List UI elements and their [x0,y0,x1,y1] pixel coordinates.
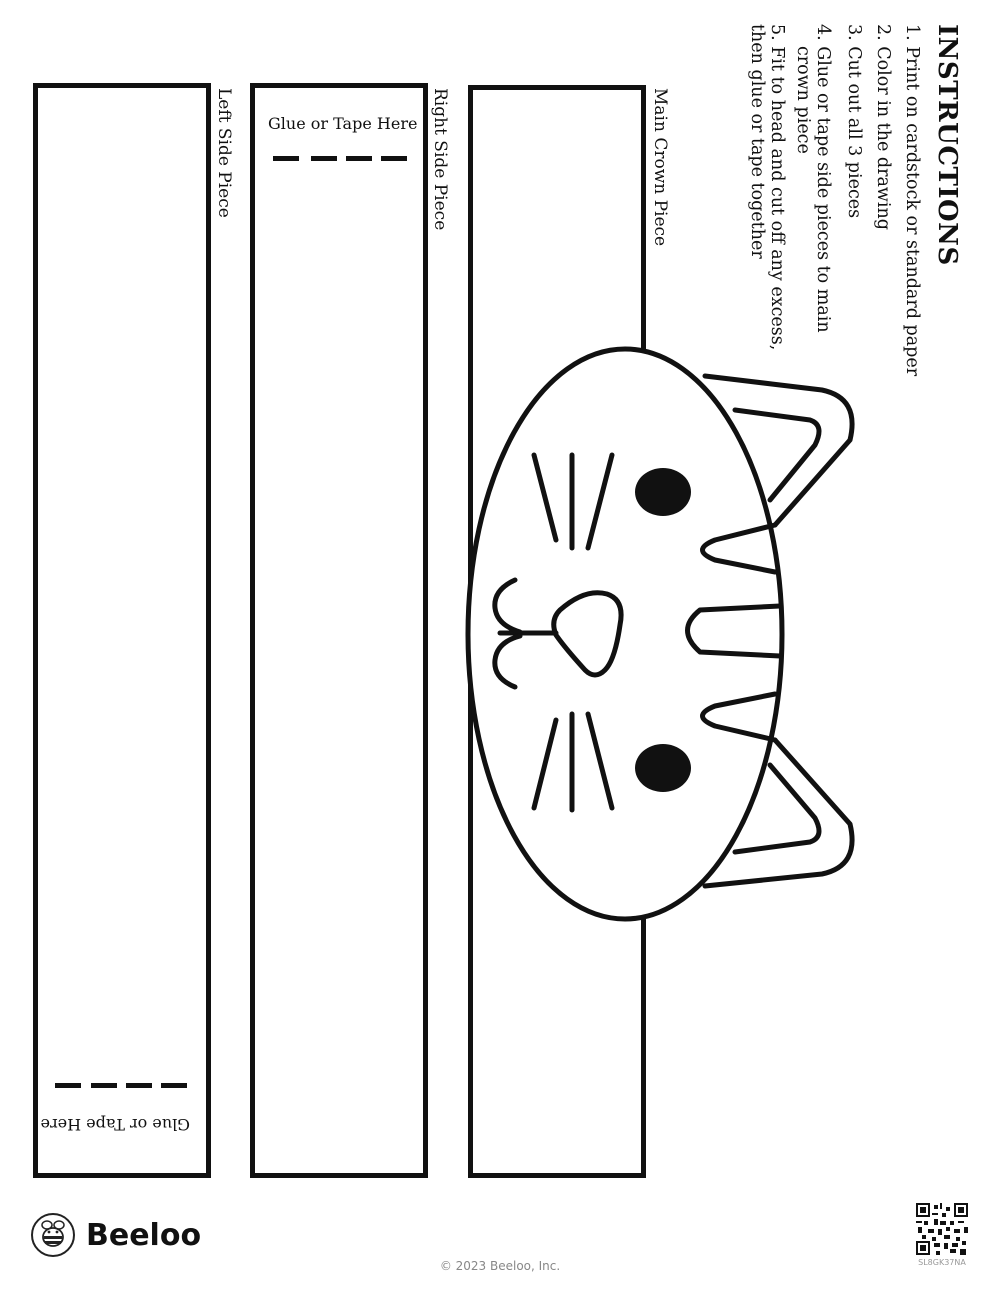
brand-name: Beeloo [86,1217,202,1253]
glue-label-right: Glue or Tape Here [268,114,418,133]
brand-logo [30,1212,201,1258]
right-side-piece-label: Right Side Piece [430,88,450,231]
cat-eye [635,744,691,792]
instruction-step: 3. Cut out all 3 pieces [844,24,864,219]
bee-icon [30,1212,76,1258]
copyright: © 2023 Beeloo, Inc. [439,1259,561,1273]
instructions-title: INSTRUCTIONS [932,24,962,266]
instruction-step: 1. Print on cardstock or standard paper [902,24,922,377]
instruction-step-continued: then glue or tape together [747,24,767,259]
qr-code-id: SL8GK37NA [918,1258,966,1267]
instruction-step: 2. Color in the drawing [873,24,893,230]
instruction-step: 4. Glue or tape side pieces to main [813,24,833,333]
glue-label-left: Glue or Tape Here [40,1115,190,1134]
qr-code-icon [916,1203,968,1255]
left-side-piece-label: Left Side Piece [214,88,234,218]
instructions-list [747,24,926,424]
instruction-step-continued: crown piece [793,46,813,154]
instruction-step: 5. Fit to head and cut off any excess, [767,24,787,351]
cat-eye [635,468,691,516]
main-crown-piece-label: Main Crown Piece [650,88,670,247]
instructions-block [747,24,962,424]
